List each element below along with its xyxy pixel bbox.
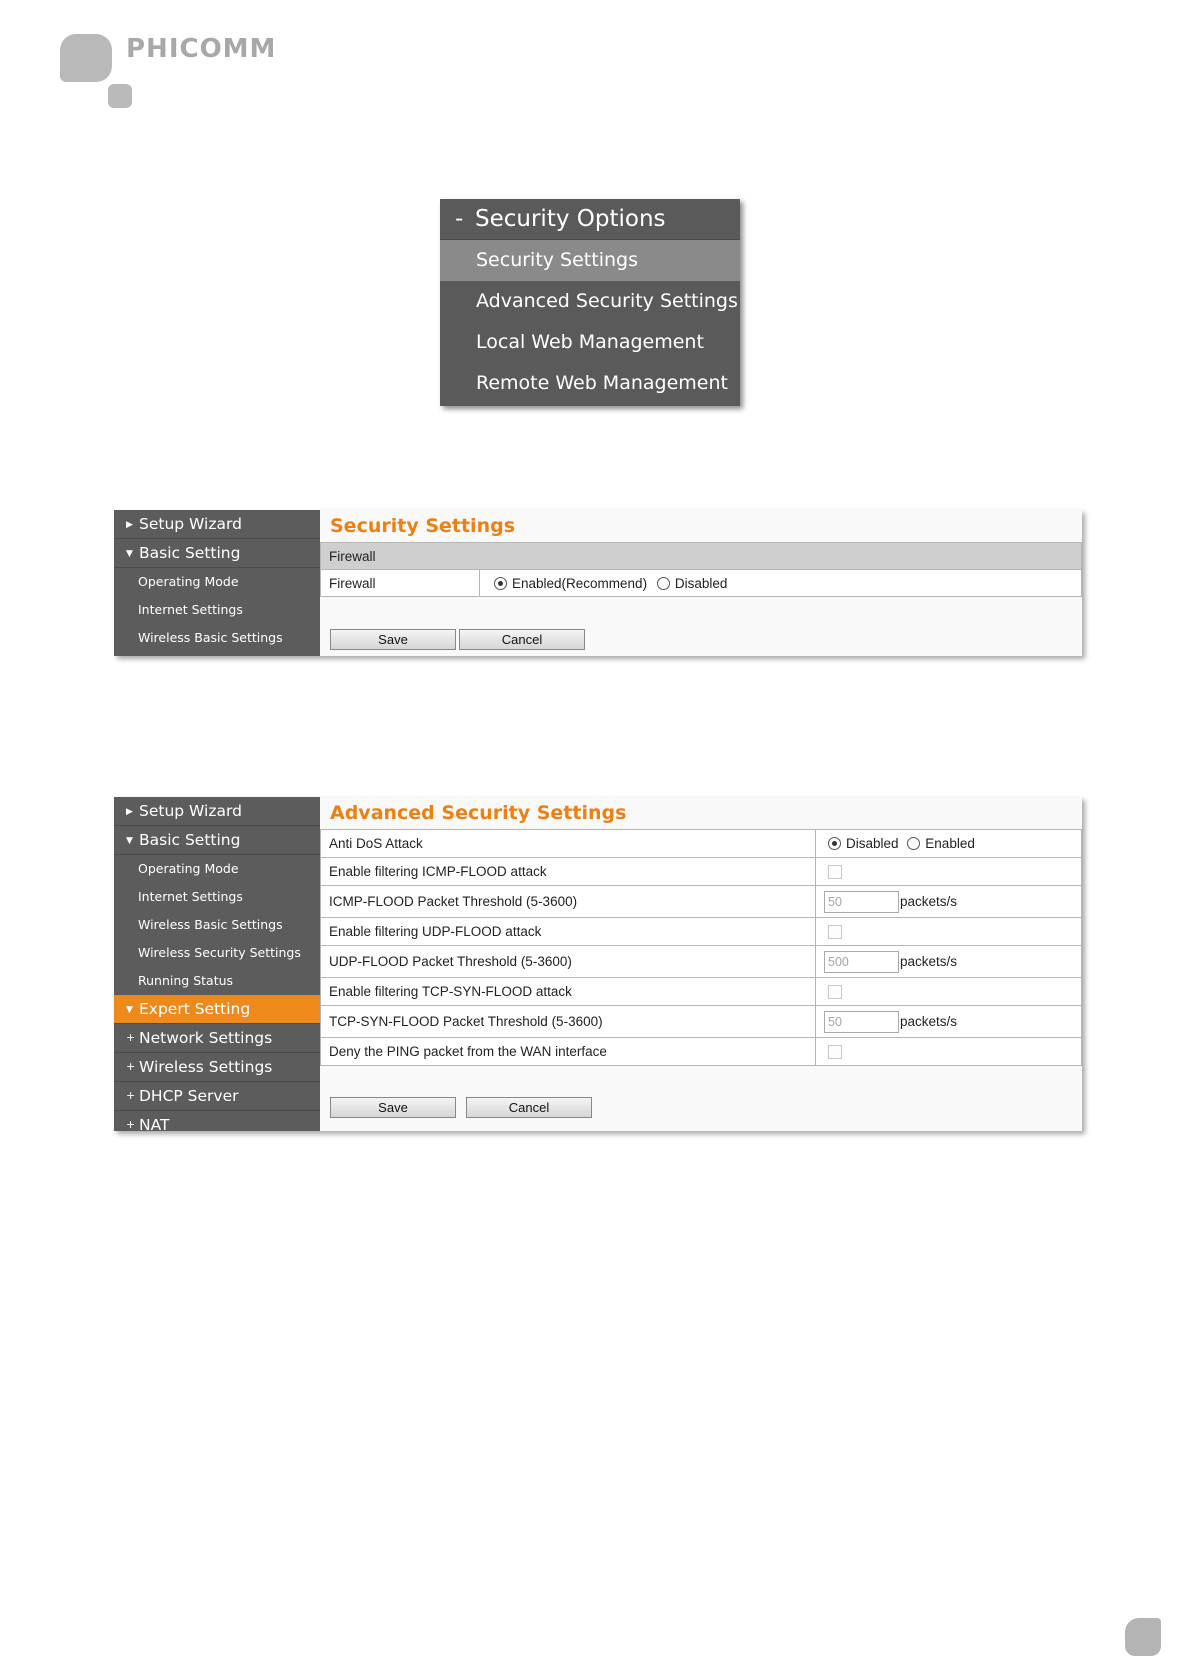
plus-icon: +: [126, 1089, 136, 1102]
cancel-button[interactable]: Cancel: [466, 1097, 592, 1118]
plus-icon: +: [126, 1031, 136, 1044]
udp-filter-checkbox[interactable]: [828, 925, 842, 939]
deny-ping-label: Deny the PING packet from the WAN interface: [321, 1038, 816, 1066]
tcp-threshold-unit: packets/s: [900, 1014, 958, 1029]
nav-label: DHCP Server: [139, 1087, 239, 1105]
nav-setup-wizard[interactable]: [114, 510, 320, 539]
page-title: Security Settings: [330, 515, 516, 537]
menu-item-advanced-security-settings[interactable]: Advanced Security Settings: [476, 290, 738, 312]
security-options-menu: [440, 199, 740, 406]
icmp-filter-label: Enable filtering ICMP-FLOOD attack: [321, 858, 816, 886]
firewall-table: [320, 542, 1082, 597]
security-settings-panel: [114, 510, 1082, 656]
icmp-threshold-label: ICMP-FLOOD Packet Threshold (5-3600): [321, 886, 816, 918]
icmp-threshold-cell: [816, 886, 1082, 918]
firewall-disabled-label: Disabled: [674, 575, 728, 591]
nav-running-status[interactable]: Running Status: [138, 973, 234, 988]
icmp-filter-cell: [816, 858, 1082, 886]
firewall-enabled-label: Enabled(Recommend): [512, 575, 648, 591]
tcp-filter-checkbox[interactable]: [828, 985, 842, 999]
icmp-threshold-input[interactable]: 50: [824, 891, 899, 913]
tcp-threshold-cell: [816, 1006, 1082, 1038]
security-options-label: Security Options: [475, 206, 666, 232]
caret-right-icon: ▶: [126, 807, 133, 817]
nav-label: Network Settings: [139, 1029, 273, 1047]
tcp-filter-label: Enable filtering TCP-SYN-FLOOD attack: [321, 978, 816, 1006]
nav-label: Wireless Settings: [139, 1058, 273, 1076]
nav-internet-settings[interactable]: Internet Settings: [138, 602, 243, 617]
anti-dos-label: Anti DoS Attack: [321, 830, 816, 858]
menu-item-local-web-management[interactable]: Local Web Management: [476, 331, 704, 353]
deny-ping-cell: [816, 1038, 1082, 1066]
collapse-icon: -: [455, 206, 464, 232]
security-options-heading[interactable]: [440, 199, 740, 240]
nav-label: Basic Setting: [139, 544, 241, 562]
nav-wireless-security-settings[interactable]: Wireless Security Settings: [138, 945, 301, 960]
sidebar: [114, 510, 320, 656]
caret-down-icon: ▼: [126, 1005, 133, 1015]
cancel-button[interactable]: Cancel: [459, 629, 585, 650]
nav-label: Expert Setting: [139, 1000, 251, 1018]
caret-down-icon: ▼: [126, 836, 133, 846]
anti-dos-enabled-label: Enabled: [925, 836, 975, 851]
firewall-enabled-radio[interactable]: [494, 577, 507, 590]
nav-label: Setup Wizard: [139, 515, 242, 533]
udp-filter-label: Enable filtering UDP-FLOOD attack: [321, 918, 816, 946]
menu-item-remote-web-management[interactable]: Remote Web Management: [476, 372, 728, 394]
nav-internet-settings[interactable]: Internet Settings: [138, 889, 243, 904]
anti-dos-disabled-label: Disabled: [846, 836, 899, 851]
anti-dos-enabled-radio[interactable]: [907, 837, 920, 850]
section-header: Firewall: [321, 543, 1082, 570]
udp-threshold-cell: [816, 946, 1082, 978]
menu-item-security-settings[interactable]: Security Settings: [440, 240, 740, 281]
save-button[interactable]: Save: [330, 629, 456, 650]
nav-label: Basic Setting: [139, 831, 241, 849]
firewall-options: [480, 570, 1082, 597]
page-title: Advanced Security Settings: [330, 802, 627, 824]
nav-wireless-basic-settings[interactable]: Wireless Basic Settings: [138, 917, 283, 932]
tcp-threshold-label: TCP-SYN-FLOOD Packet Threshold (5-3600): [321, 1006, 816, 1038]
plus-icon: +: [126, 1060, 136, 1073]
udp-threshold-unit: packets/s: [900, 954, 958, 969]
nav-setup-wizard[interactable]: [114, 797, 320, 826]
nav-operating-mode[interactable]: Operating Mode: [138, 574, 239, 589]
udp-filter-cell: [816, 918, 1082, 946]
nav-wireless-basic-settings[interactable]: Wireless Basic Settings: [138, 630, 283, 645]
nav-basic-setting[interactable]: [114, 539, 320, 568]
content-area: [320, 510, 1082, 656]
nav-network-settings[interactable]: [114, 1024, 320, 1053]
deny-ping-checkbox[interactable]: [828, 1045, 842, 1059]
advanced-security-table: [320, 829, 1082, 1066]
icmp-threshold-unit: packets/s: [900, 894, 958, 909]
save-button[interactable]: Save: [330, 1097, 456, 1118]
firewall-label: Firewall: [321, 570, 480, 597]
nav-nat[interactable]: [114, 1111, 320, 1139]
logo-wordmark: PHICOMM: [126, 34, 277, 64]
advanced-security-settings-panel: [114, 797, 1082, 1134]
caret-right-icon: ▶: [126, 520, 133, 530]
caret-down-icon: ▼: [126, 549, 133, 559]
anti-dos-options: [816, 830, 1082, 858]
logo-mark-square: [108, 84, 132, 108]
nav-label: NAT: [139, 1116, 170, 1134]
logo-mark: [60, 34, 112, 82]
udp-threshold-input[interactable]: 500: [824, 951, 899, 973]
icmp-filter-checkbox[interactable]: [828, 865, 842, 879]
tcp-filter-cell: [816, 978, 1082, 1006]
nav-dhcp-server[interactable]: [114, 1082, 320, 1111]
content-area: [320, 797, 1082, 1131]
nav-expert-setting[interactable]: [114, 995, 320, 1024]
nav-label: Setup Wizard: [139, 802, 242, 820]
nav-basic-setting[interactable]: [114, 826, 320, 855]
nav-wireless-settings[interactable]: [114, 1053, 320, 1082]
firewall-disabled-radio[interactable]: [657, 577, 670, 590]
phicomm-logo: [60, 34, 290, 114]
sidebar: [114, 797, 320, 1134]
tcp-threshold-input[interactable]: 50: [824, 1011, 899, 1033]
anti-dos-disabled-radio[interactable]: [828, 837, 841, 850]
plus-icon: +: [126, 1118, 136, 1131]
udp-threshold-label: UDP-FLOOD Packet Threshold (5-3600): [321, 946, 816, 978]
nav-operating-mode[interactable]: Operating Mode: [138, 861, 239, 876]
page-corner-mark: [1125, 1618, 1161, 1656]
